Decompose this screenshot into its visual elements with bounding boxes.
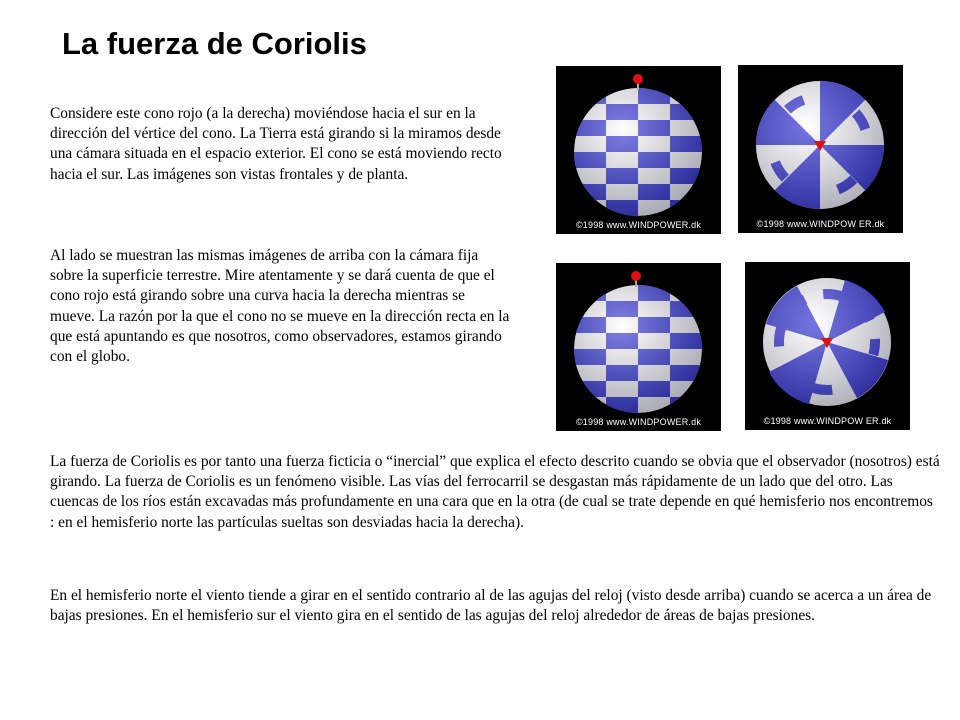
copyright-caption: ©1998 www.WINDPOWER.dk: [575, 220, 702, 230]
paragraph-earth-view: Al lado se muestran las mismas imágenes de arriba con la cámara fija sobre la superficie terrestre. Mire atentamente y se dará cuenta de que el cono rojo está girando sobre una curva hacia la derecha mientras se mueve. La razón por la que el cono no se mueve en la dirección recta en la que está apuntando es que nosotros, como observadores, estamos girando con el globo.: [50, 247, 510, 366]
globe-icon: [574, 88, 702, 216]
copyright-caption: ©1998 www.WINDPOW ER.dk: [756, 219, 885, 229]
page-title: La fuerza de Coriolis: [62, 26, 367, 61]
paragraph-coriolis-explanation: La fuerza de Coriolis es por tanto una fuerza ficticia o “inercial” que explica el efecto descrito cuando se obvia que el observador (nosotros) está girando. La fuerza de Coriolis es un fenómeno visible. Las vías del ferrocarril se desgastan más rápidamente de un lado que del otro. Las cuencas de los ríos están excavadas más profundamente en una cara que en la otra (de cual se trate depende en qué hemisferio nos encontremos : en el hemisferio norte las partículas sueltas son desviadas hacia la derecha).: [50, 453, 940, 531]
globe-top-view-earth-image: [745, 262, 910, 430]
copyright-caption: ©1998 www.WINDPOW ER.dk: [763, 416, 892, 426]
paragraph-space-view: Considere este cono rojo (a la derecha) moviéndose hacia el sur en la dirección del vértice del cono. La Tierra está girando si la miramos desde una cámara situada en el espacio exterior. El cono se está moviendo recto hacia el sur. Las imágenes son vistas frontales y de planta.: [50, 105, 502, 183]
globe-front-view-space-image: [556, 66, 721, 234]
globe-front-view-earth-image: [556, 263, 721, 431]
red-cone-icon: [631, 271, 641, 287]
red-cone-icon: [633, 74, 643, 90]
copyright-caption: ©1998 www.WINDPOWER.dk: [575, 417, 702, 427]
paragraph-wind-direction: En el hemisferio norte el viento tiende a girar en el sentido contrario al de las agujas del reloj (visto desde arriba) cuando se acerca a un área de bajas presiones. En el hemisferio sur el viento gira en el sentido de las agujas del reloj alrededor de áreas de bajas presiones.: [50, 587, 932, 625]
globe-top-view-space-image: [738, 65, 903, 233]
globe-icon: [574, 285, 702, 413]
